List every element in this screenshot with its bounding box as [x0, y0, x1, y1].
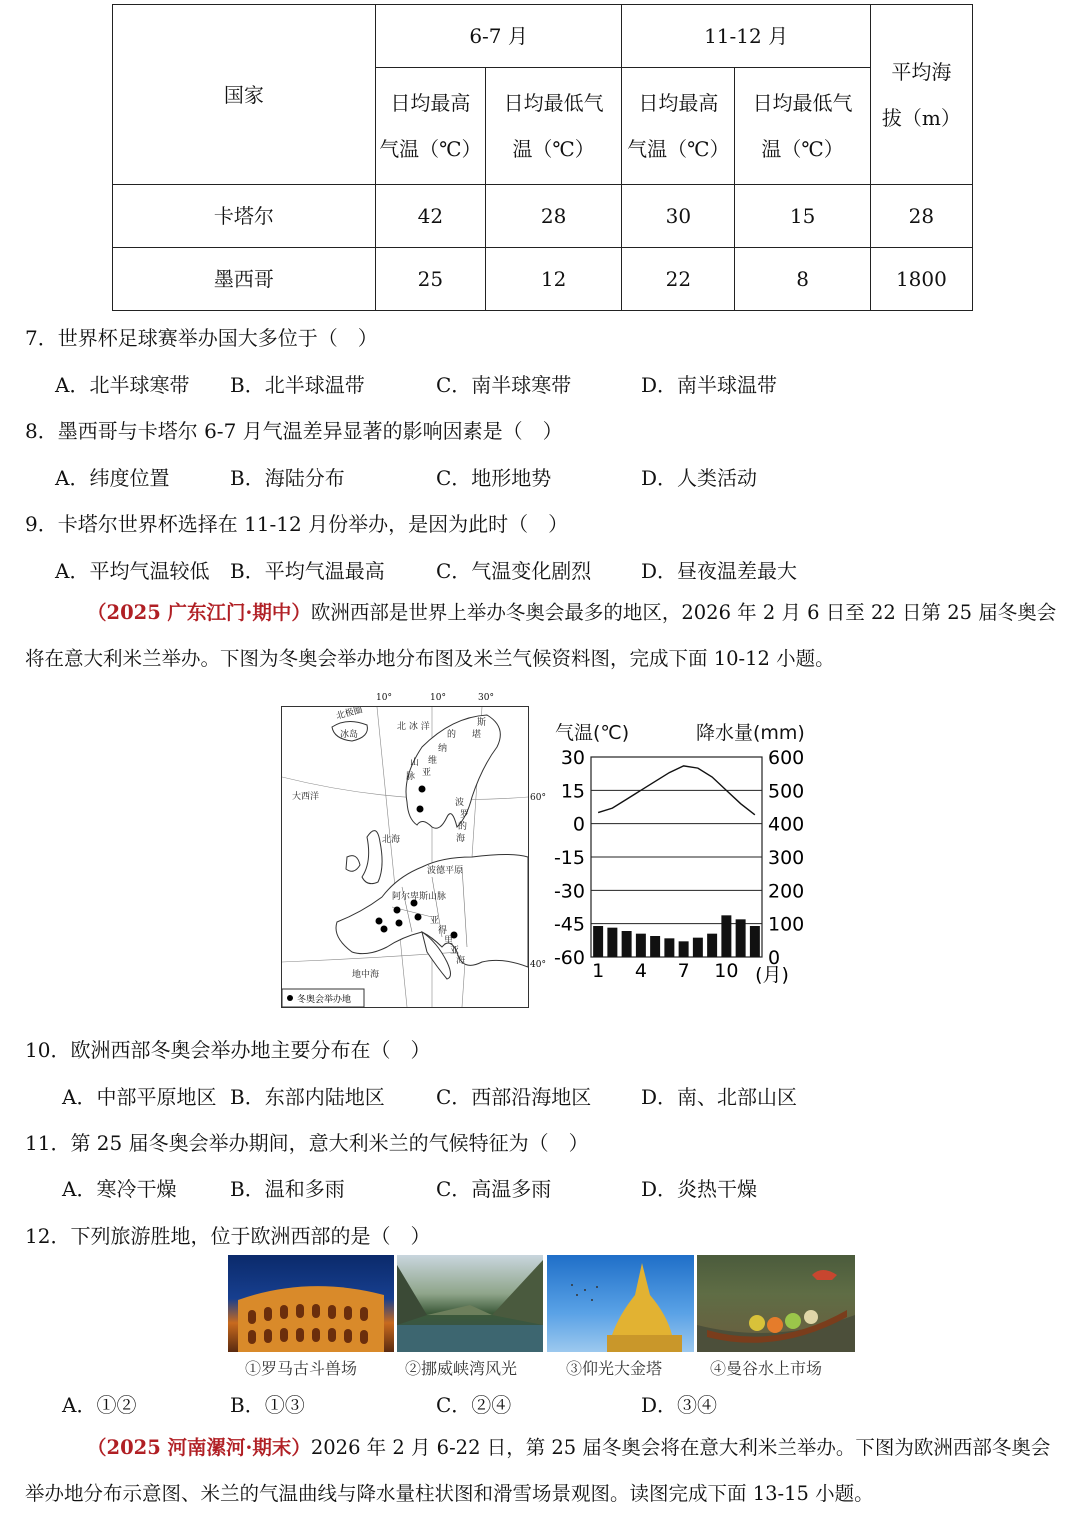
q12-option-a[interactable]: A．①② — [62, 1393, 137, 1417]
q12-option-d[interactable]: D．③④ — [641, 1393, 718, 1417]
climate-table — [112, 4, 973, 311]
host-site-marker — [396, 920, 403, 927]
map-label: 斯 — [477, 718, 487, 728]
left-tick-label: 15 — [560, 780, 585, 803]
map-label: 波德平原 — [427, 866, 464, 876]
passage-1-text: 欧洲西部是世界上举办冬奥会最多的地区，2026 年 2 月 6 日至 22 日第 25 届冬奥会将在意大利米兰举办。下图为冬奥会举办地分布图及米兰气候资料图，完成下面 10-12 小题。 — [25, 601, 1057, 670]
passage-2-source: （2025 河南漯河·期末） — [87, 1436, 311, 1459]
x-tick-label: 1 — [592, 960, 605, 982]
host-site-marker — [415, 914, 422, 921]
left-tick-label: -15 — [553, 847, 585, 869]
photo-shwedagon — [547, 1255, 694, 1352]
x-tick-label: 4 — [634, 960, 647, 982]
header-altitude — [870, 5, 972, 185]
map-label: 海 — [456, 834, 466, 844]
photo-colosseum — [228, 1255, 394, 1352]
question-7: 7．世界杯足球赛举办国大多位于（ ） — [25, 326, 378, 350]
header-min-temp-1: 日均最低气 温（℃） — [485, 68, 621, 185]
lat-label-40: 40° — [530, 960, 546, 970]
map-label: 纳 — [438, 744, 448, 754]
header-max-temp-2: 日均最高 气温（℃） — [622, 68, 735, 185]
right-tick-label: 100 — [768, 913, 805, 936]
header-altitude-line1: 平均海 — [891, 59, 952, 84]
chart-left-axis-label: 气温(℃) — [555, 722, 630, 744]
precip-bar — [750, 926, 760, 957]
q7-option-b[interactable]: B．北半球温带 — [230, 373, 365, 397]
precip-bar — [693, 938, 703, 957]
q11-option-c[interactable]: C．高温多雨 — [436, 1177, 552, 1201]
precip-bar — [664, 938, 674, 957]
map-label: 的 — [447, 730, 457, 740]
precip-bar — [593, 926, 603, 957]
question-9: 9．卡塔尔世界杯选择在 11-12 月份举办，是因为此时（ ） — [25, 512, 569, 536]
header-max-temp-1: 日均最高 气温（℃） — [375, 68, 485, 185]
left-tick-label: 0 — [572, 813, 585, 836]
header-min-temp-2: 日均最低气 温（℃） — [735, 68, 870, 185]
right-tick-label: 300 — [768, 847, 805, 869]
map-label: 亚 — [430, 916, 440, 926]
map-label: 海 — [456, 956, 466, 966]
lat-label-60: 60° — [530, 793, 546, 803]
passage-2-text: 2026 年 2 月 6-22 日，第 25 届冬奥会将在意大利米兰举办。下图为欧洲西部冬奥会举办地分布示意图、米兰的气温曲线与降水量柱状图和滑雪场景观图。读图完成下面 13-15 小题。 — [25, 1436, 1051, 1505]
q10-option-c[interactable]: C．西部沿海地区 — [436, 1085, 592, 1109]
map-label: 北极圈 — [335, 707, 364, 722]
map-label: 冰岛 — [340, 730, 359, 740]
precip-bar — [636, 934, 646, 957]
q10-option-d[interactable]: D．南、北部山区 — [641, 1085, 798, 1109]
x-tick-label: 10 — [714, 960, 739, 982]
cell-value: 22 — [622, 248, 735, 311]
left-tick-label: -30 — [553, 880, 585, 903]
lon-label-2: 10° — [430, 693, 446, 703]
cell-value: 25 — [375, 248, 485, 311]
cell-value: 1800 — [870, 248, 972, 311]
caption-3: ③仰光大金塔 — [566, 1359, 663, 1378]
map-label: 维 — [428, 756, 438, 766]
right-tick-label: 600 — [768, 747, 805, 769]
q7-option-d[interactable]: D．南半球温带 — [641, 373, 778, 397]
right-tick-label: 0 — [768, 947, 781, 969]
question-10: 10．欧洲西部冬奥会举办地主要分布在（ ） — [25, 1038, 431, 1062]
map-label: 北 冰 洋 — [397, 722, 430, 732]
x-unit-label: (月) — [755, 964, 789, 986]
passage-2 — [25, 1425, 1060, 1517]
question-8: 8．墨西哥与卡塔尔 6-7 月气温差异显著的影响因素是（ ） — [25, 419, 563, 443]
cell-value: 8 — [735, 248, 870, 311]
map-label: 山 — [410, 758, 420, 768]
q7-option-c[interactable]: C．南半球寒带 — [436, 373, 572, 397]
left-tick-label: 30 — [560, 747, 585, 769]
table-row — [113, 185, 973, 248]
q8-option-d[interactable]: D．人类活动 — [641, 466, 758, 490]
header-period-nov-dec: 11-12 月 — [622, 5, 870, 68]
question-12: 12．下列旅游胜地，位于欧洲西部的是（ ） — [25, 1224, 431, 1248]
cell-country: 墨西哥 — [113, 248, 376, 311]
cell-value: 15 — [735, 185, 870, 248]
q11-option-d[interactable]: D．炎热干燥 — [641, 1177, 758, 1201]
precip-bar — [622, 931, 632, 957]
map-label: 里 — [444, 936, 454, 946]
legend-marker — [287, 995, 293, 1001]
map-label: 阿尔卑斯山脉 — [392, 892, 447, 902]
host-site-marker — [376, 918, 383, 925]
precip-bar — [707, 934, 717, 957]
q8-option-b[interactable]: B．海陆分布 — [230, 466, 345, 490]
lon-label-1: 10° — [376, 693, 392, 703]
right-tick-label: 500 — [768, 780, 805, 803]
right-tick-label: 200 — [768, 880, 805, 903]
lon-label — [377, 707, 393, 708]
host-site-marker — [417, 806, 424, 813]
q7-option-a[interactable]: A．北半球寒带 — [55, 373, 190, 397]
left-tick-label: -45 — [553, 913, 585, 936]
precip-bar — [679, 941, 689, 957]
right-tick-label: 400 — [768, 813, 805, 836]
cell-value: 28 — [485, 185, 621, 248]
header-period-jun-jul: 6-7 月 — [375, 5, 622, 68]
europe-map — [281, 706, 529, 1008]
map-label: 北海 — [382, 835, 401, 845]
host-site-marker — [419, 786, 426, 793]
q10-option-b[interactable]: B．东部内陆地区 — [230, 1085, 385, 1109]
map-label: 堪 — [472, 730, 482, 740]
q11-option-b[interactable]: B．温和多雨 — [230, 1177, 345, 1201]
climate-chart — [550, 740, 815, 995]
precip-bar — [736, 919, 746, 957]
chart-right-axis-label: 降水量(mm) — [696, 722, 805, 744]
q8-option-c[interactable]: C．地形地势 — [436, 466, 552, 490]
host-site-marker — [394, 907, 401, 914]
photo-fjord — [397, 1255, 543, 1352]
cell-value: 12 — [485, 248, 621, 311]
host-site-marker — [381, 926, 388, 933]
q12-option-b[interactable]: B．①③ — [230, 1393, 305, 1417]
lon-label-3: 30° — [478, 693, 494, 703]
map-label: 的 — [458, 822, 468, 832]
q11-option-a[interactable]: A．寒冷干燥 — [62, 1177, 177, 1201]
precip-bar — [650, 936, 660, 957]
cell-country: 卡塔尔 — [113, 185, 376, 248]
q10-option-a[interactable]: A．中部平原地区 — [62, 1085, 217, 1109]
precip-bar — [607, 928, 617, 957]
map-label: 得 — [438, 926, 448, 936]
caption-2: ②挪威峡湾风光 — [405, 1359, 518, 1378]
map-label: 亚 — [422, 768, 432, 778]
map-label: 脉 — [406, 772, 416, 782]
map-drawing — [282, 707, 528, 1007]
q9-option-a[interactable]: A．平均气温较低 — [55, 559, 210, 583]
header-altitude-line2: 拔（m） — [881, 105, 961, 130]
precip-bar — [721, 915, 731, 957]
q9-option-d[interactable]: D．昼夜温差最大 — [641, 559, 798, 583]
left-tick-label: -60 — [553, 947, 585, 969]
q9-option-c[interactable]: C．气温变化剧烈 — [436, 559, 592, 583]
map-label: 大西洋 — [292, 792, 320, 802]
caption-1: ①罗马古斗兽场 — [245, 1359, 358, 1378]
cell-value: 30 — [622, 185, 735, 248]
map-label: 波 — [455, 798, 465, 808]
q12-option-c[interactable]: C．②④ — [436, 1393, 512, 1417]
q9-option-b[interactable]: B．平均气温最高 — [230, 559, 385, 583]
map-label: 地中海 — [352, 970, 380, 980]
map-legend: 冬奥会举办地 — [297, 995, 352, 1005]
cell-value: 42 — [375, 185, 485, 248]
caption-4: ④曼谷水上市场 — [710, 1359, 823, 1378]
passage-1-source: （2025 广东江门·期中） — [87, 601, 311, 624]
question-11: 11．第 25 届冬奥会举办期间，意大利米兰的气候特征为（ ） — [25, 1131, 589, 1155]
q8-option-a[interactable]: A．纬度位置 — [55, 466, 170, 490]
cell-value: 28 — [870, 185, 972, 248]
table-row — [113, 248, 973, 311]
photo-floating-market — [697, 1255, 855, 1352]
map-label: 亚 — [450, 946, 460, 956]
x-tick-label: 7 — [677, 960, 690, 982]
map-label: 罗 — [460, 810, 470, 820]
passage-1 — [25, 590, 1060, 682]
header-country: 国家 — [113, 5, 376, 185]
